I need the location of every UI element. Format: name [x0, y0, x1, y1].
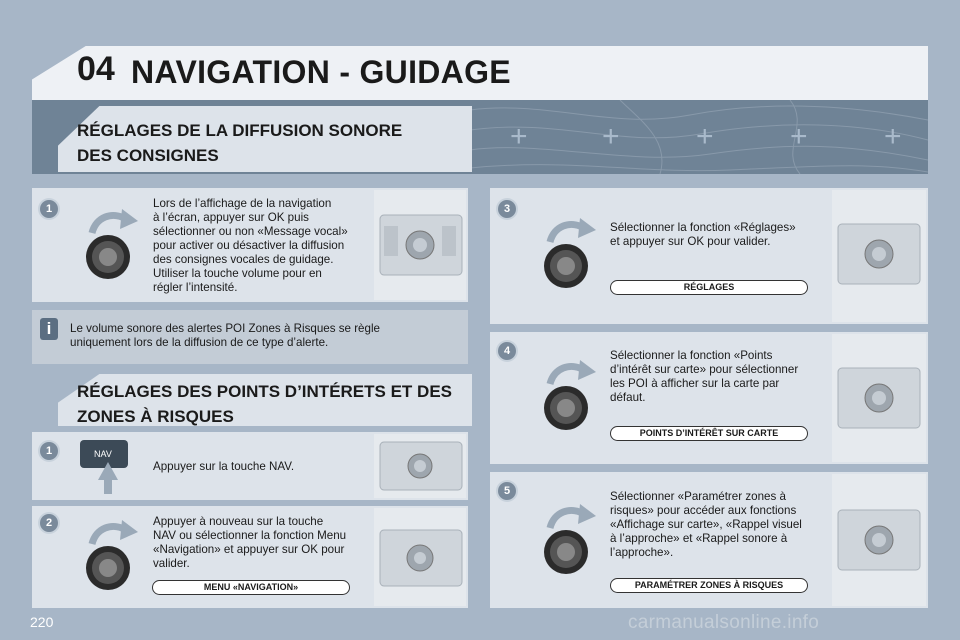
plus-decoration: +: [790, 120, 808, 153]
plus-decoration: +: [884, 120, 902, 153]
rotary-knob-icon: [540, 500, 598, 584]
control-panel-image: [374, 190, 466, 300]
step-text: [153, 515, 346, 571]
watermark: carmanualsonline.info: [628, 612, 820, 633]
rotary-knob-icon: [82, 205, 140, 289]
menu-label-pill: PARAMÉTRER ZONES À RISQUES: [610, 578, 808, 593]
step-text: [610, 490, 802, 560]
step-number-badge: 5: [498, 482, 516, 500]
text-line: régler l’intensité.: [153, 281, 238, 294]
text-line: «Navigation» et appuyer sur OK pour: [153, 543, 345, 556]
text-line: pour activer ou désactiver la diffusion: [153, 239, 345, 252]
section-title: [77, 118, 402, 168]
section-title-line: DES CONSIGNES: [77, 146, 219, 165]
nav-key-label: NAV: [94, 449, 112, 459]
text-line: Appuyer à nouveau sur la touche: [153, 515, 324, 528]
plus-decoration: +: [510, 120, 528, 153]
text-line: à l’écran, appuyer sur OK puis: [153, 211, 309, 224]
section-title-line: RÉGLAGES DE LA DIFFUSION SONORE: [77, 121, 403, 140]
step-text: [153, 460, 294, 474]
menu-label-pill: POINTS D’INTÉRÊT SUR CARTE: [610, 426, 808, 441]
rotary-knob-icon: [540, 356, 598, 440]
text-line: Appuyer sur la touche NAV.: [153, 460, 295, 473]
text-line: uniquement lors de la diffusion de ce type d’alerte.: [70, 336, 329, 349]
text-line: défaut.: [610, 391, 646, 404]
rotary-knob-icon: [82, 516, 140, 600]
control-panel-image: [832, 474, 926, 606]
text-line: Utiliser la touche volume pour en: [153, 267, 322, 280]
text-line: valider.: [153, 557, 190, 570]
text-line: «Affichage sur carte», «Rappel visuel: [610, 518, 802, 531]
step-text: [610, 221, 796, 249]
step-text: [610, 349, 798, 405]
step-number-badge: 2: [40, 514, 58, 532]
step-number-badge: 3: [498, 200, 516, 218]
section-title-line: ZONES À RISQUES: [77, 407, 234, 426]
page-number: 220: [30, 614, 54, 630]
step-number-badge: 4: [498, 342, 516, 360]
text-line: l’approche».: [610, 546, 674, 559]
plus-decoration: +: [602, 120, 620, 153]
control-panel-image: [374, 434, 466, 498]
step-text: [153, 197, 348, 295]
text-line: les POI à afficher sur la carte par: [610, 377, 780, 390]
text-line: et appuyer sur OK pour valider.: [610, 235, 771, 248]
nav-key-icon: [78, 436, 134, 496]
plus-decoration: +: [696, 120, 714, 153]
text-line: à l’approche» et «Rappel sonore à: [610, 532, 788, 545]
text-line: des consignes vocales de guidage.: [153, 253, 334, 266]
text-line: Sélectionner la fonction «Points: [610, 349, 773, 362]
text-line: Le volume sonore des alertes POI Zones à Risques se règle: [70, 322, 380, 335]
control-panel-image: [832, 334, 926, 462]
menu-label-pill: RÉGLAGES: [610, 280, 808, 295]
section-title-line: RÉGLAGES DES POINTS D’INTÉRETS ET DES: [77, 382, 452, 401]
text-line: d’intérêt sur carte» pour sélectionner: [610, 363, 799, 376]
control-panel-image: [374, 508, 466, 606]
menu-label-pill: MENU «NAVIGATION»: [152, 580, 350, 595]
text-line: Sélectionner «Paramétrer zones à: [610, 490, 786, 503]
control-panel-image: [832, 190, 926, 322]
chapter-number: 04: [77, 50, 115, 88]
text-line: NAV ou sélectionner la fonction Menu: [153, 529, 347, 542]
section-title: [77, 379, 452, 429]
text-line: sélectionner ou non «Message vocal»: [153, 225, 348, 238]
rotary-knob-icon: [540, 214, 598, 298]
info-text: [70, 322, 380, 350]
page-title: NAVIGATION - GUIDAGE: [131, 54, 511, 90]
text-line: Sélectionner la fonction «Réglages»: [610, 221, 796, 234]
text-line: risques» pour accéder aux fonctions: [610, 504, 797, 517]
step-number-badge: 1: [40, 442, 58, 460]
step-number-badge: 1: [40, 200, 58, 218]
info-icon: i: [40, 318, 58, 340]
text-line: Lors de l’affichage de la navigation: [153, 197, 332, 210]
